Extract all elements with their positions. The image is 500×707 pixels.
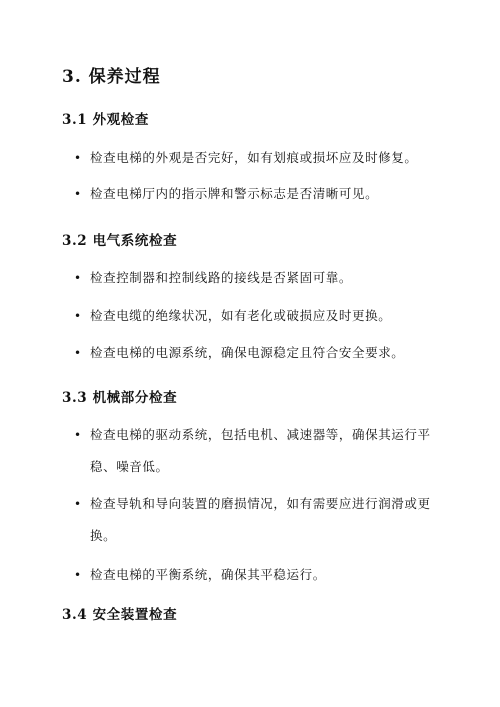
subsection-heading-3-3: 3.3 机械部分检查: [62, 390, 178, 406]
bullet-icon: •: [74, 309, 82, 323]
list-item-text: 检查电梯厅内的指示牌和警示标志是否清晰可见。: [90, 186, 379, 201]
list-item: [74, 488, 444, 552]
list-item-text: 检查导轨和导向装置的磨损情况，如有需要应进行润滑或更换。: [90, 496, 431, 543]
subsection-heading-3-1: 3.1 外观检查: [62, 112, 149, 128]
list-item: [74, 559, 444, 591]
list-item-text: 检查电梯的外观是否完好，如有划痕或损坏应及时修复。: [90, 150, 418, 165]
bullet-icon: •: [74, 428, 82, 442]
section-title: 3. 保养过程: [62, 67, 161, 87]
list-item: [74, 262, 444, 294]
list-item-text: 检查电梯的驱动系统，包括电机、减速器等，确保其运行平稳、噪音低。: [90, 427, 431, 474]
list-item-text: 检查控制器和控制线路的接线是否紧固可靠。: [90, 270, 353, 285]
list-item: [74, 300, 444, 332]
bullet-icon: •: [74, 497, 82, 511]
list-item: [74, 178, 444, 210]
list-item-text: 检查电梯的平衡系统，确保其平稳运行。: [90, 567, 326, 582]
bullet-icon: •: [74, 346, 82, 360]
list-item: [74, 419, 444, 483]
subsection-heading-3-4: 3.4 安全装置检查: [62, 607, 178, 623]
list-item: [74, 142, 444, 174]
bullet-icon: •: [74, 187, 82, 201]
list-item-text: 检查电梯的电源系统，确保电源稳定且符合安全要求。: [90, 345, 405, 360]
subsection-heading-3-2: 3.2 电气系统检查: [62, 233, 178, 249]
list-item-text: 检查电缆的绝缘状况，如有老化或破损应及时更换。: [90, 308, 392, 323]
list-item: [74, 337, 444, 369]
bullet-icon: •: [74, 568, 82, 582]
bullet-icon: •: [74, 151, 82, 165]
bullet-icon: •: [74, 271, 82, 285]
